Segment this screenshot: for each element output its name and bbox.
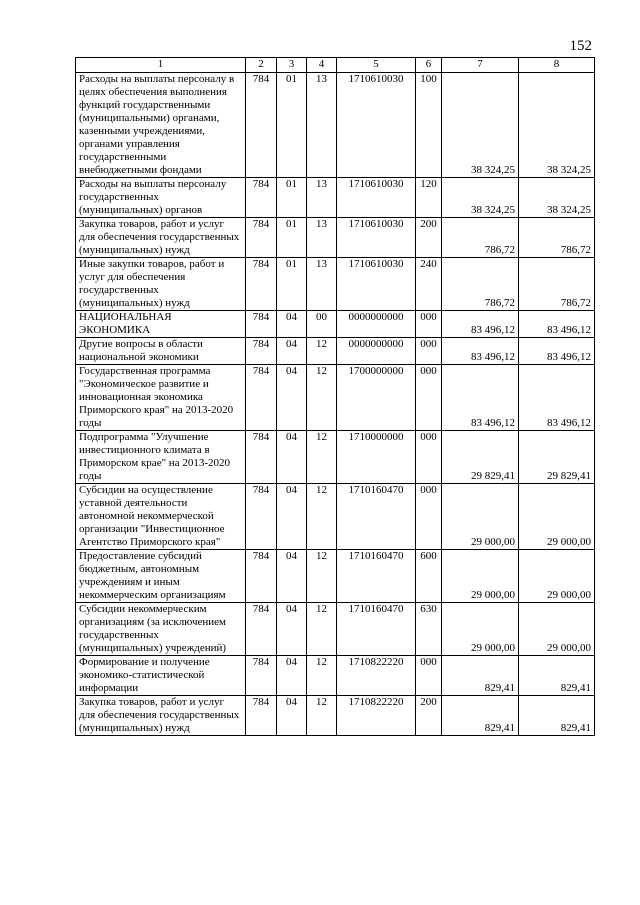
amount-plan-cell: 786,72: [442, 218, 519, 258]
amount-approved-cell: 38 324,25: [519, 73, 595, 178]
row-name-cell: Закупка товаров, работ и услуг для обеспечения государственных (муниципальных) нужд: [76, 696, 246, 736]
header-cell: 1: [76, 58, 246, 73]
section-code-cell: 784: [246, 603, 277, 656]
amount-plan-cell: 83 496,12: [442, 338, 519, 365]
table-row: [76, 218, 595, 258]
expense-type-cell: 600: [416, 550, 442, 603]
chapter-code-cell: 01: [277, 73, 307, 178]
section-code-cell: 784: [246, 696, 277, 736]
amount-approved-cell: 38 324,25: [519, 178, 595, 218]
row-name-cell: Подпрограмма "Улучшение инвестиционного климата в Приморском крае" на 2013-2020 годы: [76, 431, 246, 484]
expense-type-cell: 000: [416, 365, 442, 431]
table-row: [76, 311, 595, 338]
amount-plan-cell: 38 324,25: [442, 73, 519, 178]
chapter-code-cell: 01: [277, 178, 307, 218]
row-name-cell: Иные закупки товаров, работ и услуг для обеспечения государственных (муниципальных) нужд: [76, 258, 246, 311]
expense-type-cell: 120: [416, 178, 442, 218]
section-code-cell: 784: [246, 311, 277, 338]
expense-type-cell: 000: [416, 311, 442, 338]
table-row: [76, 550, 595, 603]
section-code-cell: 784: [246, 338, 277, 365]
target-article-cell: 1710610030: [337, 73, 416, 178]
amount-approved-cell: 83 496,12: [519, 365, 595, 431]
target-article-cell: 1710610030: [337, 218, 416, 258]
chapter-code-cell: 04: [277, 365, 307, 431]
expense-type-cell: 000: [416, 656, 442, 696]
row-name-cell: Расходы на выплаты персоналу в целях обеспечения выполнения функций государственными (муниципальными) органами, казенными учреждениями, органами управления государственными внебюджетными фондами: [76, 73, 246, 178]
header-cell: 3: [277, 58, 307, 73]
amount-approved-cell: 786,72: [519, 218, 595, 258]
amount-plan-cell: 83 496,12: [442, 365, 519, 431]
chapter-code-cell: 01: [277, 258, 307, 311]
amount-plan-cell: 29 829,41: [442, 431, 519, 484]
target-article-cell: 1700000000: [337, 365, 416, 431]
target-article-cell: 1710610030: [337, 178, 416, 218]
section-code-cell: 784: [246, 484, 277, 550]
table-row: [76, 258, 595, 311]
table-row: [76, 696, 595, 736]
subsection-code-cell: 13: [307, 73, 337, 178]
subsection-code-cell: 12: [307, 431, 337, 484]
subsection-code-cell: 13: [307, 178, 337, 218]
row-name-cell: Государственная программа "Экономическое развитие и инновационная экономика Приморского края" на 2013-2020 годы: [76, 365, 246, 431]
amount-approved-cell: 29 000,00: [519, 550, 595, 603]
chapter-code-cell: 04: [277, 603, 307, 656]
amount-plan-cell: 786,72: [442, 258, 519, 311]
target-article-cell: 1710610030: [337, 258, 416, 311]
target-article-cell: 0000000000: [337, 338, 416, 365]
amount-approved-cell: 29 000,00: [519, 484, 595, 550]
subsection-code-cell: 12: [307, 603, 337, 656]
row-name-cell: НАЦИОНАЛЬНАЯ ЭКОНОМИКА: [76, 311, 246, 338]
table-row: [76, 484, 595, 550]
target-article-cell: 0000000000: [337, 311, 416, 338]
row-name-cell: Другие вопросы в области национальной экономики: [76, 338, 246, 365]
subsection-code-cell: 12: [307, 550, 337, 603]
section-code-cell: 784: [246, 258, 277, 311]
expense-type-cell: 200: [416, 218, 442, 258]
amount-plan-cell: 38 324,25: [442, 178, 519, 218]
header-cell: 4: [307, 58, 337, 73]
amount-plan-cell: 29 000,00: [442, 484, 519, 550]
amount-approved-cell: 29 000,00: [519, 603, 595, 656]
amount-plan-cell: 829,41: [442, 656, 519, 696]
section-code-cell: 784: [246, 365, 277, 431]
table-row: [76, 431, 595, 484]
expense-type-cell: 000: [416, 338, 442, 365]
section-code-cell: 784: [246, 218, 277, 258]
amount-approved-cell: 83 496,12: [519, 338, 595, 365]
target-article-cell: 1710822220: [337, 656, 416, 696]
chapter-code-cell: 04: [277, 311, 307, 338]
subsection-code-cell: 12: [307, 696, 337, 736]
row-name-cell: Субсидии некоммерческим организациям (за исключением государственных (муниципальных) учреждений): [76, 603, 246, 656]
table-row: [76, 338, 595, 365]
expense-type-cell: 000: [416, 484, 442, 550]
table-row: [76, 365, 595, 431]
target-article-cell: 1710160470: [337, 550, 416, 603]
header-cell: 5: [337, 58, 416, 73]
amount-approved-cell: 829,41: [519, 656, 595, 696]
header-cell: 7: [442, 58, 519, 73]
target-article-cell: 1710000000: [337, 431, 416, 484]
table-row: [76, 73, 595, 178]
amount-approved-cell: 786,72: [519, 258, 595, 311]
row-name-cell: Субсидии на осуществление уставной деятельности автономной некоммерческой организации "Инвестиционное Агентство Приморского края": [76, 484, 246, 550]
chapter-code-cell: 04: [277, 696, 307, 736]
row-name-cell: Закупка товаров, работ и услуг для обеспечения государственных (муниципальных) нужд: [76, 218, 246, 258]
chapter-code-cell: 04: [277, 656, 307, 696]
header-cell: 8: [519, 58, 595, 73]
chapter-code-cell: 04: [277, 431, 307, 484]
expense-type-cell: 100: [416, 73, 442, 178]
subsection-code-cell: 12: [307, 338, 337, 365]
table-row: [76, 178, 595, 218]
table-header-row: [76, 58, 595, 73]
chapter-code-cell: 01: [277, 218, 307, 258]
row-name-cell: Расходы на выплаты персоналу государственных (муниципальных) органов: [76, 178, 246, 218]
subsection-code-cell: 13: [307, 218, 337, 258]
budget-table: [75, 57, 595, 736]
expense-type-cell: 630: [416, 603, 442, 656]
amount-plan-cell: 83 496,12: [442, 311, 519, 338]
row-name-cell: Формирование и получение экономико-статистической информации: [76, 656, 246, 696]
section-code-cell: 784: [246, 178, 277, 218]
target-article-cell: 1710822220: [337, 696, 416, 736]
header-cell: 2: [246, 58, 277, 73]
header-cell: 6: [416, 58, 442, 73]
chapter-code-cell: 04: [277, 338, 307, 365]
expense-type-cell: 000: [416, 431, 442, 484]
amount-approved-cell: 83 496,12: [519, 311, 595, 338]
amount-approved-cell: 829,41: [519, 696, 595, 736]
subsection-code-cell: 00: [307, 311, 337, 338]
section-code-cell: 784: [246, 550, 277, 603]
page-number: 152: [569, 38, 592, 54]
amount-plan-cell: 29 000,00: [442, 603, 519, 656]
subsection-code-cell: 13: [307, 258, 337, 311]
section-code-cell: 784: [246, 73, 277, 178]
chapter-code-cell: 04: [277, 550, 307, 603]
expense-type-cell: 200: [416, 696, 442, 736]
table-row: [76, 656, 595, 696]
amount-approved-cell: 29 829,41: [519, 431, 595, 484]
subsection-code-cell: 12: [307, 365, 337, 431]
subsection-code-cell: 12: [307, 656, 337, 696]
row-name-cell: Предоставление субсидий бюджетным, автономным учреждениям и иным некоммерческим организациям: [76, 550, 246, 603]
section-code-cell: 784: [246, 431, 277, 484]
target-article-cell: 1710160470: [337, 603, 416, 656]
amount-plan-cell: 829,41: [442, 696, 519, 736]
subsection-code-cell: 12: [307, 484, 337, 550]
section-code-cell: 784: [246, 656, 277, 696]
target-article-cell: 1710160470: [337, 484, 416, 550]
chapter-code-cell: 04: [277, 484, 307, 550]
amount-plan-cell: 29 000,00: [442, 550, 519, 603]
table-row: [76, 603, 595, 656]
expense-type-cell: 240: [416, 258, 442, 311]
